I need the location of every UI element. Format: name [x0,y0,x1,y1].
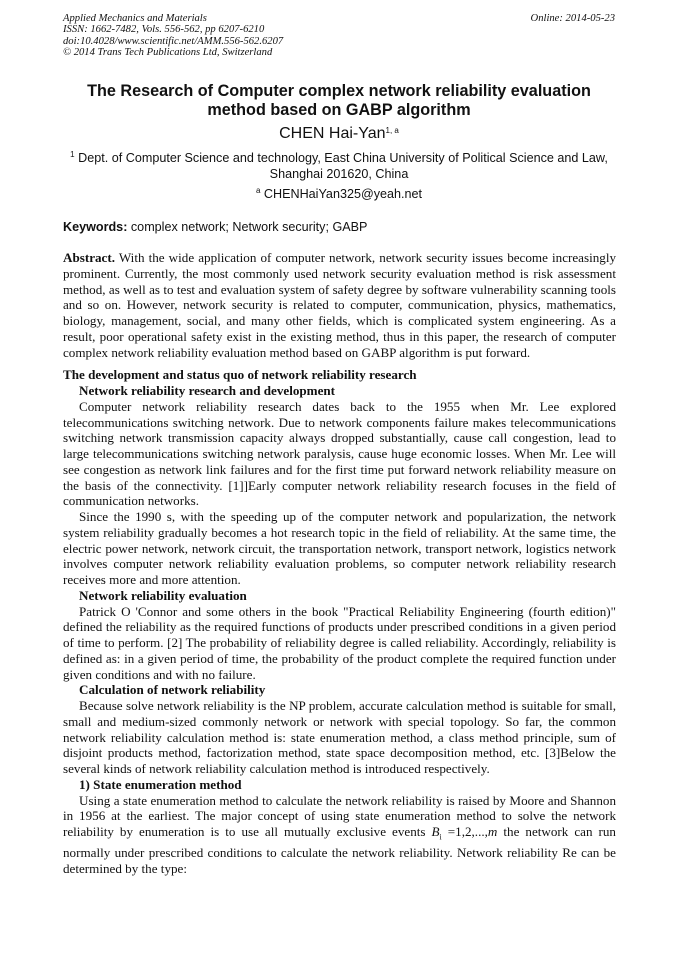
subsection-heading: Calculation of network reliability [79,682,266,698]
subsection-heading: Network reliability evaluation [79,587,247,603]
email-sup: a [255,186,261,195]
author-sup: 1, a [385,126,399,135]
affiliation [60,150,618,182]
subsection-heading: 1) State enumeration method [79,776,242,792]
paragraph-text: Using a state enumeration method to calculate the network reliability is raised by Moore and Shannon in 1956 at the earliest. The major concept of using state enumeration method to solve the network reliability by enumeration is to use all mutually exclusive events [63,792,616,839]
subsection-heading: Network reliability research and development [79,383,336,398]
journal-name: Applied Mechanics and Materials [63,13,207,24]
affiliation-sup: 1 [70,150,75,159]
section-heading: The development and status quo of network reliability research [63,367,417,383]
math-end: m [487,824,498,839]
paragraph: Because solve network reliability is the NP problem, accurate calculation method is suitable for small, small and medium-sized commonly network or network with special topology. So far, the common network reliability calculation method is: state enumeration method, a class method principle, sum of disjoint products method, factorization method, state space decomposition method, etc. [3]Below the several kinds of network reliability calculation method is introduced respectively. [63,698,616,776]
paper-body [63,250,616,877]
online-date: Online: 2014-05-23 [530,13,615,24]
email-text[interactable]: CHENHaiYan325@yeah.net [263,187,423,201]
author [60,125,618,143]
abstract-label: Abstract. [63,250,115,265]
journal-header [63,13,283,59]
paper-title: The Research of Computer complex network reliability evaluation method based on GABP algorithm [87,82,591,119]
doi: doi:10.4028/www.scientific.net/AMM.556-562.6207 [63,35,284,47]
keywords-label: Keywords: [63,220,128,234]
paragraph: Patrick O 'Connor and some others in the book "Practical Reliability Engineering (fourth edition)" defined the reliability as the required functions of products under prescribed conditions in a given period of time to perform. [2] The probability of reliability degree is called reliability. Accordingly, reliability is defined as: in a given period of time, the probability of the product complete the required function under given conditions and with no failure. [63,603,616,682]
math-rest: =1,2,..., [441,824,488,839]
abstract [63,250,616,360]
affiliation-text: Dept. of Computer Science and technology, East China University of Political Science and Law, Shanghai 201620, China [78,151,608,181]
keywords [63,220,367,234]
copyright: © 2014 Trans Tech Publications Ltd, Switzerland [63,47,273,59]
author-name: CHEN Hai-Yan [279,125,386,142]
math-sub: i [439,832,442,842]
issn: ISSN: 1662-7482, Vols. 556-562, pp 6207-6210 [63,24,265,36]
abstract-text: With the wide application of computer network, network security issues become increasingly prominent. Currently, the most commonly used network security evaluation method is risk assessment method, as well as to test and evaluation system of safety degree by software vulnerability scanning tools and so on. However, network security is related to computer, communication, physics, mathematics, biology, management, social, and many other fields, which is complicated system engineering. As a result, poor operational safety exist in the existing method, thus in this paper, the research of computer complex network reliability evaluation method based on GABP algorithm is put forward. [63,250,616,360]
keywords-text: complex network; Network security; GABP [127,220,368,234]
paragraph [63,793,616,877]
math-var: B [431,824,440,839]
email [60,187,618,201]
paragraph: Since the 1990 s, with the speeding up of the computer network and popularization, the network system reliability gradually becomes a hot research topic in the field of reliability. At the same time, the electric power network, network circuit, the transportation network, transport network, logistics network involves computer network reliability evaluation problems, so computer network reliability research receives more and more attention. [63,509,616,587]
paragraph: Computer network reliability research dates back to the 1955 when Mr. Lee explored telecommunications switching network. Due to network components failure makes telecommunications switching network transmission capacity always dropped substantially, cause call congestion, lead to large telecommunications switching network paralysis, cause huge economic losses. When Mr. Lee will see congestion as network link failures and for the first time put forward network reliability measure on the basis of the connectivity. [1]]Early computer network reliability research focuses in the field of communication networks. [63,398,616,509]
paragraph-text: the network can run normally under prescribed conditions to calculate the network reliability. Network reliability Re can be determined by the type: [63,824,616,877]
